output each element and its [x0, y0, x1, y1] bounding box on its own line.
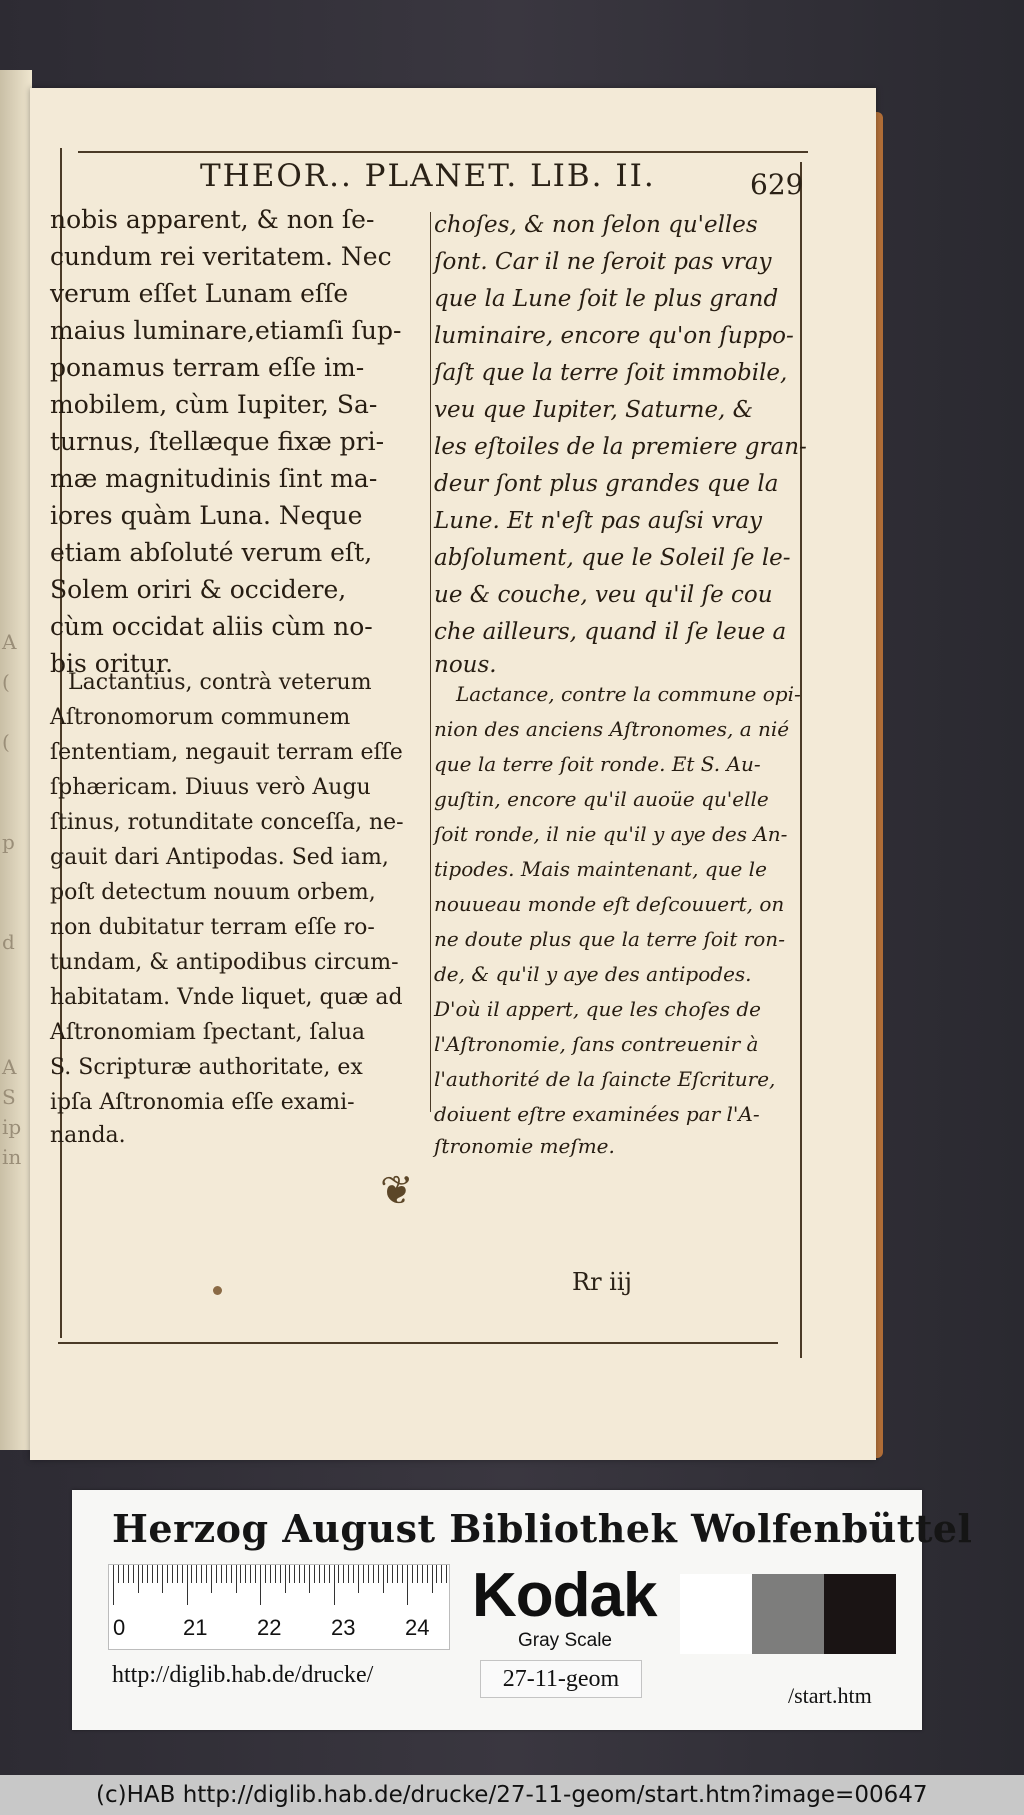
latin-line: Aſtronomiam ſpectant, ſalua	[50, 1020, 366, 1045]
ruler-tick	[157, 1565, 158, 1583]
french-line: luminaire, encore qu'on ſuppo-	[434, 323, 794, 349]
prev-page-mark: p	[2, 830, 15, 854]
french-line: nouueau monde eſt deſcouuert, on	[434, 892, 785, 916]
ruler-tick	[255, 1565, 256, 1583]
french-line: de, & qu'il y aye des antipodes.	[434, 962, 752, 986]
ruler-tick	[436, 1565, 437, 1583]
ruler-tick	[319, 1565, 320, 1583]
ruler-tick	[338, 1565, 339, 1583]
ruler-tick	[113, 1565, 114, 1605]
latin-line: nanda.	[50, 1123, 126, 1148]
ruler-tick	[432, 1565, 433, 1593]
ruler-tick	[373, 1565, 374, 1583]
ruler-tick	[236, 1565, 237, 1593]
ruler-tick	[138, 1565, 139, 1593]
ruler-tick	[142, 1565, 143, 1583]
prev-page-mark: A	[2, 1055, 17, 1079]
column-divider	[430, 212, 431, 1112]
french-line: que la Lune ſoit le plus grand	[434, 286, 779, 312]
ruler-tick	[412, 1565, 413, 1583]
latin-line: ſphæricam. Diuus verò Augu	[50, 775, 371, 800]
french-line: guſtin, encore qu'il auoüe qu'elle	[434, 787, 769, 811]
printer-ornament: ❦	[380, 1168, 414, 1214]
latin-line: habitatam. Vnde liquet, quæ ad	[50, 985, 403, 1010]
ruler-tick	[167, 1565, 168, 1583]
french-line: ſont. Car il ne ſeroit pas vray	[434, 249, 772, 275]
ruler-tick	[133, 1565, 134, 1583]
url-suffix: /start.htm	[788, 1683, 872, 1708]
ruler-tick	[363, 1565, 364, 1583]
french-line: deur ſont plus grandes que la	[434, 471, 779, 497]
ruler-tick	[211, 1565, 212, 1593]
signature-mark: Rr iij	[572, 1268, 632, 1296]
ruler-tick	[299, 1565, 300, 1583]
ruler-tick	[294, 1565, 295, 1583]
latin-line: iores quàm Luna. Neque	[50, 501, 363, 530]
latin-line: ponamus terram eſſe im-	[50, 353, 365, 382]
latin-line: cùm occidat aliis cùm no-	[50, 612, 373, 641]
french-line: nion des anciens Aſtronomes, a nié	[434, 717, 790, 741]
ruler-number: 22	[257, 1615, 282, 1640]
latin-line: Solem oriri & occidere,	[50, 575, 347, 604]
latin-line: mobilem, cùm Iupiter, Sa-	[50, 390, 378, 419]
prev-page-mark: (	[2, 670, 10, 694]
ruler-tick	[231, 1565, 232, 1583]
french-line: doiuent eſtre examinées par l'A-	[434, 1102, 760, 1126]
french-line: l'Aſtronomie, ſans contreuenir à	[434, 1032, 759, 1056]
french-column	[434, 212, 807, 1158]
french-line: abſolument, que le Soleil ſe le-	[434, 545, 791, 571]
ruler-tick	[427, 1565, 428, 1583]
ruler-tick	[196, 1565, 197, 1583]
ruler-tick	[275, 1565, 276, 1583]
ruler-tick	[221, 1565, 222, 1583]
latin-line: ſententiam, negauit terram eſſe	[50, 740, 403, 765]
french-line: Lune. Et n'eſt pas auſsi vray	[434, 508, 763, 534]
color-calibration-card	[72, 1490, 973, 1730]
prev-page-mark: d	[2, 930, 15, 954]
prev-page-mark: ip	[2, 1115, 22, 1139]
header-rule	[78, 151, 808, 153]
french-line: les eſtoiles de la premiere gran-	[434, 434, 807, 460]
ruler-tick	[407, 1565, 408, 1605]
bottom-frame-rule	[58, 1342, 778, 1344]
ruler-tick	[422, 1565, 423, 1583]
ruler-tick	[240, 1565, 241, 1583]
french-line: nous.	[434, 652, 497, 678]
ruler-tick	[402, 1565, 403, 1583]
ruler-tick	[417, 1565, 418, 1583]
ruler-tick	[177, 1565, 178, 1583]
prev-page-mark: in	[2, 1145, 22, 1169]
ruler-number: 23	[331, 1615, 356, 1640]
latin-column	[50, 205, 428, 1148]
ruler-tick	[191, 1565, 192, 1583]
prev-page-mark: A	[2, 630, 17, 654]
french-line: ſtronomie meſme.	[434, 1134, 615, 1158]
page-number: 629	[750, 168, 804, 201]
page-speck	[213, 1286, 222, 1295]
french-line: Lactance, contre la commune opi-	[456, 682, 801, 706]
latin-line: Lactantius, contrà veterum	[68, 670, 372, 695]
previous-page-edge	[0, 70, 32, 1450]
ruler-tick	[147, 1565, 148, 1583]
ruler-tick	[446, 1565, 447, 1583]
french-line: choſes, & non ſelon qu'elles	[434, 212, 758, 238]
french-line: ue & couche, veu qu'il ſe cou	[434, 582, 773, 608]
ruler-tick	[329, 1565, 330, 1583]
ruler-tick	[343, 1565, 344, 1583]
ruler-tick	[128, 1565, 129, 1583]
latin-line: verum eſſet Lunam eſſe	[50, 279, 349, 308]
latin-line: maius luminare,etiamſi ſup-	[50, 316, 402, 345]
swatch-mid-gray	[752, 1574, 824, 1654]
ruler-tick	[260, 1565, 261, 1605]
latin-line: mæ magnitudinis ſint ma-	[50, 464, 378, 493]
ruler-tick	[226, 1565, 227, 1583]
ruler-tick	[314, 1565, 315, 1583]
latin-line: cundum rei veritatem. Nec	[50, 242, 392, 271]
ruler-tick	[304, 1565, 305, 1583]
ruler-tick	[387, 1565, 388, 1583]
ruler-tick	[383, 1565, 384, 1593]
french-line: D'où il appert, que les choſes de	[434, 997, 761, 1021]
credit-footer	[0, 1775, 1024, 1815]
ruler-tick	[441, 1565, 442, 1583]
shelfmark-box: 27-11-geom	[480, 1660, 642, 1698]
swatch-white	[680, 1574, 752, 1654]
ruler-tick	[358, 1565, 359, 1593]
ruler-tick	[172, 1565, 173, 1583]
latin-line: ſtinus, rotunditate conceſſa, ne-	[50, 810, 404, 835]
ruler-tick	[265, 1565, 266, 1583]
ruler-tick	[353, 1565, 354, 1583]
ruler-number: 21	[183, 1615, 208, 1640]
ruler-tick	[187, 1565, 188, 1605]
french-line: l'authorité de la ſaincte Eſcriture,	[434, 1067, 776, 1091]
ruler-tick	[309, 1565, 310, 1593]
ruler-tick	[285, 1565, 286, 1593]
ruler-tick	[152, 1565, 153, 1583]
latin-line: Aſtronomorum communem	[50, 705, 351, 730]
french-line: que la terre ſoit ronde. Et S. Au-	[434, 752, 761, 776]
latin-line: ipſa Aſtronomia eſſe exami-	[50, 1090, 355, 1115]
credit-text: (c)HAB http://diglib.hab.de/drucke/27-11-geom/start.htm?image=00647	[96, 1782, 928, 1808]
ruler-tick	[378, 1565, 379, 1583]
ruler-tick	[289, 1565, 290, 1583]
latin-line: non dubitatur terram eſſe ro-	[50, 915, 375, 940]
ruler-tick	[245, 1565, 246, 1583]
french-line: veu que Iupiter, Saturne, &	[434, 397, 754, 423]
ruler-tick	[324, 1565, 325, 1583]
french-line: che ailleurs, quand il ſe leue a	[434, 619, 787, 645]
french-line: ne doute plus que la terre ſoit ron-	[434, 927, 785, 951]
ruler-tick	[348, 1565, 349, 1583]
ruler-tick	[250, 1565, 251, 1583]
ruler-tick	[123, 1565, 124, 1583]
running-title: THEOR.. PLANET. LIB. II.	[200, 158, 656, 194]
ruler-number: 0	[113, 1615, 126, 1640]
swatch-black	[824, 1574, 896, 1654]
latin-line: bis oritur.	[50, 649, 174, 678]
latin-line: poſt detectum nouum orbem,	[50, 880, 376, 905]
ruler-tick	[118, 1565, 119, 1583]
latin-line: gauit dari Antipodas. Sed iam,	[50, 845, 389, 870]
ruler-tick	[397, 1565, 398, 1583]
kodak-logo: Kodak	[472, 1561, 657, 1630]
ruler-tick	[206, 1565, 207, 1583]
ruler	[108, 1564, 450, 1650]
prev-page-mark: (	[2, 730, 10, 754]
ruler-tick	[392, 1565, 393, 1583]
french-line: ſaſt que la terre ſoit immobile,	[434, 360, 788, 386]
prev-page-mark: S	[2, 1085, 16, 1109]
latin-line: S. Scripturæ authoritate, ex	[50, 1055, 363, 1080]
latin-line: tundam, & antipodibus circum-	[50, 950, 399, 975]
ruler-tick	[162, 1565, 163, 1593]
ruler-tick	[182, 1565, 183, 1583]
ruler-tick	[368, 1565, 369, 1583]
institution-name: Herzog August Bibliothek Wolfenbüttel	[112, 1506, 973, 1551]
ruler-tick	[270, 1565, 271, 1583]
latin-line: nobis apparent, & non ſe-	[50, 205, 375, 234]
french-line: ſoit ronde, il nie qu'il y aye des An-	[434, 822, 788, 846]
ruler-tick	[280, 1565, 281, 1583]
ruler-tick	[216, 1565, 217, 1583]
library-url: http://diglib.hab.de/drucke/	[112, 1662, 374, 1688]
ruler-number: 24	[405, 1615, 430, 1640]
french-line: tipodes. Mais maintenant, que le	[434, 857, 767, 881]
ruler-tick	[201, 1565, 202, 1583]
latin-line: etiam abſoluté verum eſt,	[50, 538, 373, 567]
gray-scale-label: Gray Scale	[518, 1630, 612, 1651]
latin-line: turnus, ſtellæque fixæ pri-	[50, 427, 385, 456]
ruler-tick	[334, 1565, 335, 1605]
